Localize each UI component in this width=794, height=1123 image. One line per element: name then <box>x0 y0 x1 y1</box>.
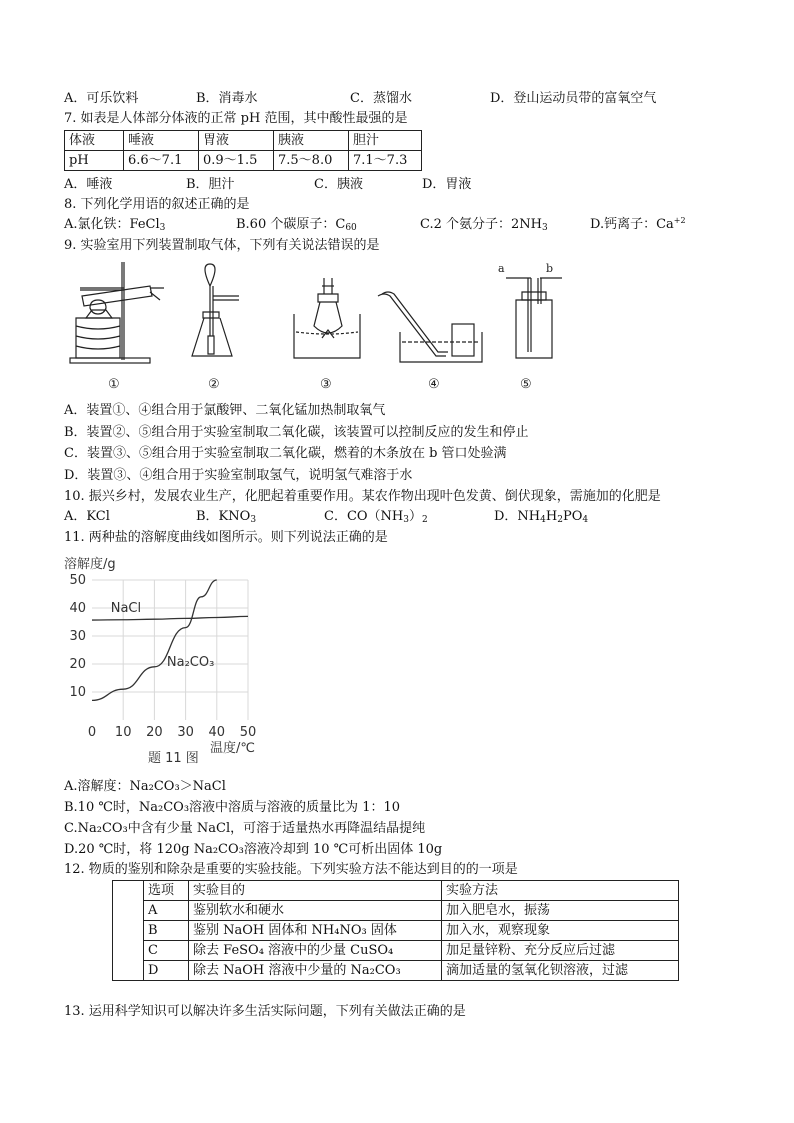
apparatus-5-bottle <box>506 278 562 358</box>
q9-option-c: C．装置③、⑤组合用于实验室制取二氧化碳，燃着的木条放在 b 管口处验满 <box>64 446 507 461</box>
q11-stem: 11. 两种盐的溶解度曲线如图所示。则下列说法正确的是 <box>64 530 388 545</box>
series-line-nacl <box>92 616 248 620</box>
apparatus-label-5: ⑤ <box>520 377 532 392</box>
table-row <box>113 921 679 941</box>
table-row <box>113 881 679 901</box>
table-cell: 加入水，观察现象 <box>442 921 679 941</box>
table-cell: 选项 <box>144 881 189 901</box>
table-cell: 实验目的 <box>189 881 442 901</box>
q10-option-d: D．$NH_4H_2PO_4$ <box>494 509 589 525</box>
apparatus-1-heating <box>70 262 164 363</box>
q7-option-c: C．胰液 <box>314 177 363 192</box>
table-cell: 滴加适量的氢氧化钡溶液，过滤 <box>442 961 679 981</box>
table-cell: 唾液 <box>124 131 199 151</box>
apparatus-3-beaker <box>294 278 360 358</box>
q9-stem: 9. 实验室用下列装置制取气体，下列有关说法错误的是 <box>64 238 380 253</box>
apparatus-figure <box>60 256 580 396</box>
table-cell <box>113 881 144 981</box>
apparatus-label-3: ③ <box>320 377 332 392</box>
table-cell: 7.5～8.0 <box>274 151 349 171</box>
q9-option-b: B．装置②、⑤组合用于实验室制取二氧化碳，该装置可以控制反应的发生和停止 <box>64 425 529 440</box>
table-cell: 胆汁 <box>349 131 422 151</box>
q6-option-c: C．蒸馏水 <box>350 91 412 106</box>
table-cell: 加入肥皂水，振荡 <box>442 901 679 921</box>
q6-option-b: B．消毒水 <box>196 91 258 106</box>
table-cell: 鉴别 NaOH 固体和 NH₄NO₃ 固体 <box>189 921 442 941</box>
q12-stem: 12. 物质的鉴别和除杂是重要的实验技能。下列实验方法不能达到目的的一项是 <box>64 862 518 877</box>
table-row <box>113 941 679 961</box>
q11-option-a: A.溶解度：Na₂CO₃＞NaCl <box>64 779 226 794</box>
q8-option-c: C.2 个氨分子：$2NH_3$ <box>420 217 548 233</box>
q6-option-a: A．可乐饮料 <box>64 91 139 106</box>
apparatus-4-trough <box>378 292 482 362</box>
y-tick-label: 20 <box>69 657 86 672</box>
q8-option-a: A.氯化铁：FeCl$_3$ <box>64 217 166 233</box>
apparatus-label-2: ② <box>208 377 220 392</box>
x-tick-label: 0 <box>87 725 97 740</box>
table-cell: D <box>144 961 189 981</box>
y-tick-label: 10 <box>69 685 86 700</box>
q8-option-b: B.60 个碳原子：$C_{60}$ <box>236 217 357 233</box>
q7-option-a: A．唾液 <box>64 177 113 192</box>
q10-option-c: C．$CO(NH_3)_2$ <box>324 509 428 525</box>
q13-stem: 13. 运用科学知识可以解决许多生活实际问题，下列有关做法正确的是 <box>64 1004 466 1019</box>
table-cell: B <box>144 921 189 941</box>
x-tick-label: 30 <box>177 725 194 740</box>
apparatus-label-4: ④ <box>428 377 440 392</box>
chart-caption: 题 11 图 <box>148 751 199 766</box>
x-tick-label: 20 <box>146 725 163 740</box>
tube-b-label: b <box>546 262 554 275</box>
q11-option-d: D.20 ℃时，将 120g Na₂CO₃溶液冷却到 10 ℃可析出固体 10g <box>64 842 443 857</box>
q11-option-b: B.10 ℃时，Na₂CO₃溶液中溶质与溶液的质量比为 1：10 <box>64 800 401 815</box>
q12-table <box>112 880 679 981</box>
table-cell: 除去 FeSO₄ 溶液中的少量 CuSO₄ <box>189 941 442 961</box>
table-cell: 胃液 <box>199 131 274 151</box>
table-cell: 0.9～1.5 <box>199 151 274 171</box>
q7-stem: 7. 如表是人体部分体液的正常 pH 范围，其中酸性最强的是 <box>64 111 408 126</box>
table-cell: 胰液 <box>274 131 349 151</box>
table-cell: 鉴别软水和硬水 <box>189 901 442 921</box>
table-row <box>65 151 422 171</box>
q8-stem: 8. 下列化学用语的叙述正确的是 <box>64 197 250 212</box>
q8-option-d: D.钙离子：$Ca^{+2}$ <box>590 216 686 232</box>
q10-stem: 10. 振兴乡村，发展农业生产，化肥起着重要作用。某农作物出现叶色发黄、倒伏现象，需施加的化肥是 <box>64 489 661 504</box>
q10-option-b: B．$KNO_3$ <box>196 509 257 525</box>
q9-option-a: A．装置①、④组合用于氯酸钾、二氧化锰加热制取氧气 <box>64 403 386 418</box>
solubility-chart <box>60 552 280 774</box>
table-cell: C <box>144 941 189 961</box>
table-cell: 除去 NaOH 溶液中少量的 Na₂CO₃ <box>189 961 442 981</box>
table-row <box>113 901 679 921</box>
y-tick-label: 50 <box>69 573 86 588</box>
chart-xlabel: 温度/℃ <box>210 741 255 756</box>
x-tick-label: 40 <box>208 725 226 740</box>
q7-table <box>64 130 422 171</box>
series-label-na2co3: Na₂CO₃ <box>166 655 215 670</box>
table-cell: 6.6～7.1 <box>124 151 199 171</box>
x-tick-label: 50 <box>239 725 257 740</box>
table-cell: 加足量锌粉、充分反应后过滤 <box>442 941 679 961</box>
table-row <box>65 131 422 151</box>
y-tick-label: 30 <box>69 629 86 644</box>
y-tick-label: 40 <box>69 601 86 616</box>
table-cell: 7.1～7.3 <box>349 151 422 171</box>
table-cell: pH <box>65 151 124 171</box>
q7-option-b: B．胆汁 <box>186 177 235 192</box>
q6-option-d: D．登山运动员带的富氧空气 <box>490 91 657 106</box>
x-tick-label: 10 <box>114 725 132 740</box>
q7-option-d: D．胃液 <box>422 177 472 192</box>
table-row <box>113 961 679 981</box>
table-cell: A <box>144 901 189 921</box>
q11-option-c: C.Na₂CO₃中含有少量 NaCl，可溶于适量热水再降温结晶提纯 <box>64 821 426 836</box>
tube-a-label: a <box>498 262 505 275</box>
apparatus-label-1: ① <box>108 377 120 392</box>
q9-option-d: D．装置③、④组合用于实验室制取氢气，说明氢气难溶于水 <box>64 468 413 483</box>
q10-option-a: A．KCl <box>64 509 110 524</box>
chart-ylabel: 溶解度/g <box>64 557 116 572</box>
table-cell: 实验方法 <box>442 881 679 901</box>
series-label-nacl: NaCl <box>110 601 142 616</box>
table-cell: 体液 <box>65 131 124 151</box>
apparatus-2-flask <box>192 264 239 356</box>
